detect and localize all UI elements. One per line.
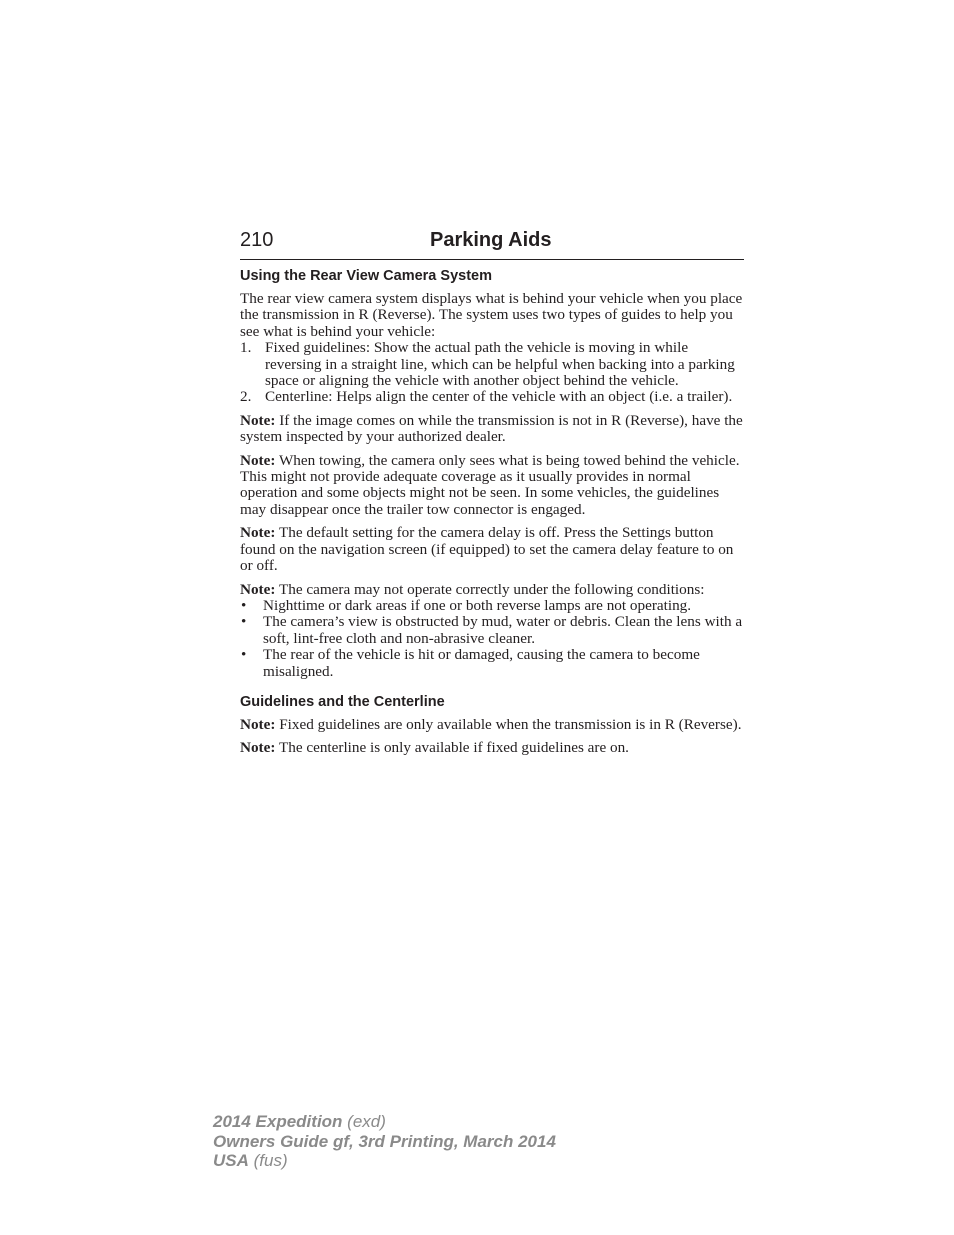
list-item-text: Nighttime or dark areas if one or both reverse lamps are not operating. [263, 596, 692, 614]
section-heading-rear-view-camera: Using the Rear View Camera System [240, 268, 492, 284]
note-label: Note: [240, 580, 276, 598]
footer-market-code: (fus) [248, 1151, 288, 1170]
note-text: The camera may not operate correctly under the following conditions: [275, 580, 705, 598]
note-paragraph [240, 582, 744, 598]
footer-line-model [213, 1112, 556, 1132]
note-label: Note: [240, 715, 276, 733]
footer-model-name: 2014 Expedition [213, 1112, 343, 1131]
list-item [240, 389, 744, 405]
footer-line-printing: Owners Guide gf, 3rd Printing, March 2014 [213, 1131, 556, 1151]
note-text: When towing, the camera only sees what is being towed behind the vehicle. This might not provide adequate coverage as it usually provides in normal operation and some objects might not be seen. In some vehicles, the guidelines may disappear once the trailer tow connector is engaged. [240, 451, 740, 518]
page-number: 210 [240, 229, 274, 251]
conditions-list [240, 598, 744, 680]
note-text: The centerline is only available if fixed guidelines are on. [275, 739, 629, 757]
note-label: Note: [240, 739, 276, 757]
note-text: The default setting for the camera delay is off. Press the Settings button found on the navigation screen (if equipped) to set the camera delay feature to on or off. [240, 524, 734, 575]
page-content [240, 267, 744, 757]
bullet-icon: • [241, 613, 247, 631]
footer-market-name: USA [213, 1151, 249, 1170]
footer-line-market [213, 1151, 556, 1171]
note-paragraph [240, 413, 744, 446]
section-heading-guidelines: Guidelines and the Centerline [240, 693, 445, 710]
note-paragraph [240, 717, 744, 733]
list-item [240, 614, 744, 647]
note-label: Note: [240, 524, 276, 542]
note-paragraph [240, 453, 744, 519]
list-item-number: 2. [240, 388, 252, 406]
note-label: Note: [240, 451, 276, 469]
list-item [240, 340, 744, 389]
bullet-icon: • [241, 646, 247, 664]
list-item-number: 1. [240, 339, 252, 357]
list-item-text: Fixed guidelines: Show the actual path the vehicle is moving in while reversing in a straight line, which can be helpful when backing into a parking space or aligning the vehicle with another object behind the vehicle. [265, 339, 735, 390]
page-header [240, 228, 744, 260]
list-item-text: Centerline: Helps align the center of the vehicle with an object (i.e. a trailer). [265, 388, 733, 406]
list-item [240, 598, 744, 614]
note-text: Fixed guidelines are only available when the transmission is in R (Reverse). [275, 715, 742, 733]
chapter-title: Parking Aids [430, 229, 552, 251]
list-item [240, 647, 744, 680]
note-paragraph [240, 740, 744, 756]
note-text: If the image comes on while the transmission is not in R (Reverse), have the system inspected by your authorized dealer. [240, 411, 743, 446]
intro-paragraph: The rear view camera system displays what is behind your vehicle when you place the transmission in R (Reverse). The system uses two types of guides to help you see what is behind your vehicle: [240, 290, 743, 340]
page-footer [213, 1112, 556, 1171]
note-label: Note: [240, 411, 276, 429]
note-paragraph [240, 525, 744, 574]
list-item-text: The camera’s view is obstructed by mud, water or debris. Clean the lens with a soft, lint-free cloth and non-abrasive cleaner. [263, 613, 743, 647]
guide-types-list [240, 340, 744, 406]
list-item-text: The rear of the vehicle is hit or damaged, causing the camera to become misaligned. [263, 646, 700, 680]
bullet-icon: • [241, 596, 247, 614]
footer-model-code: (exd) [342, 1112, 386, 1131]
